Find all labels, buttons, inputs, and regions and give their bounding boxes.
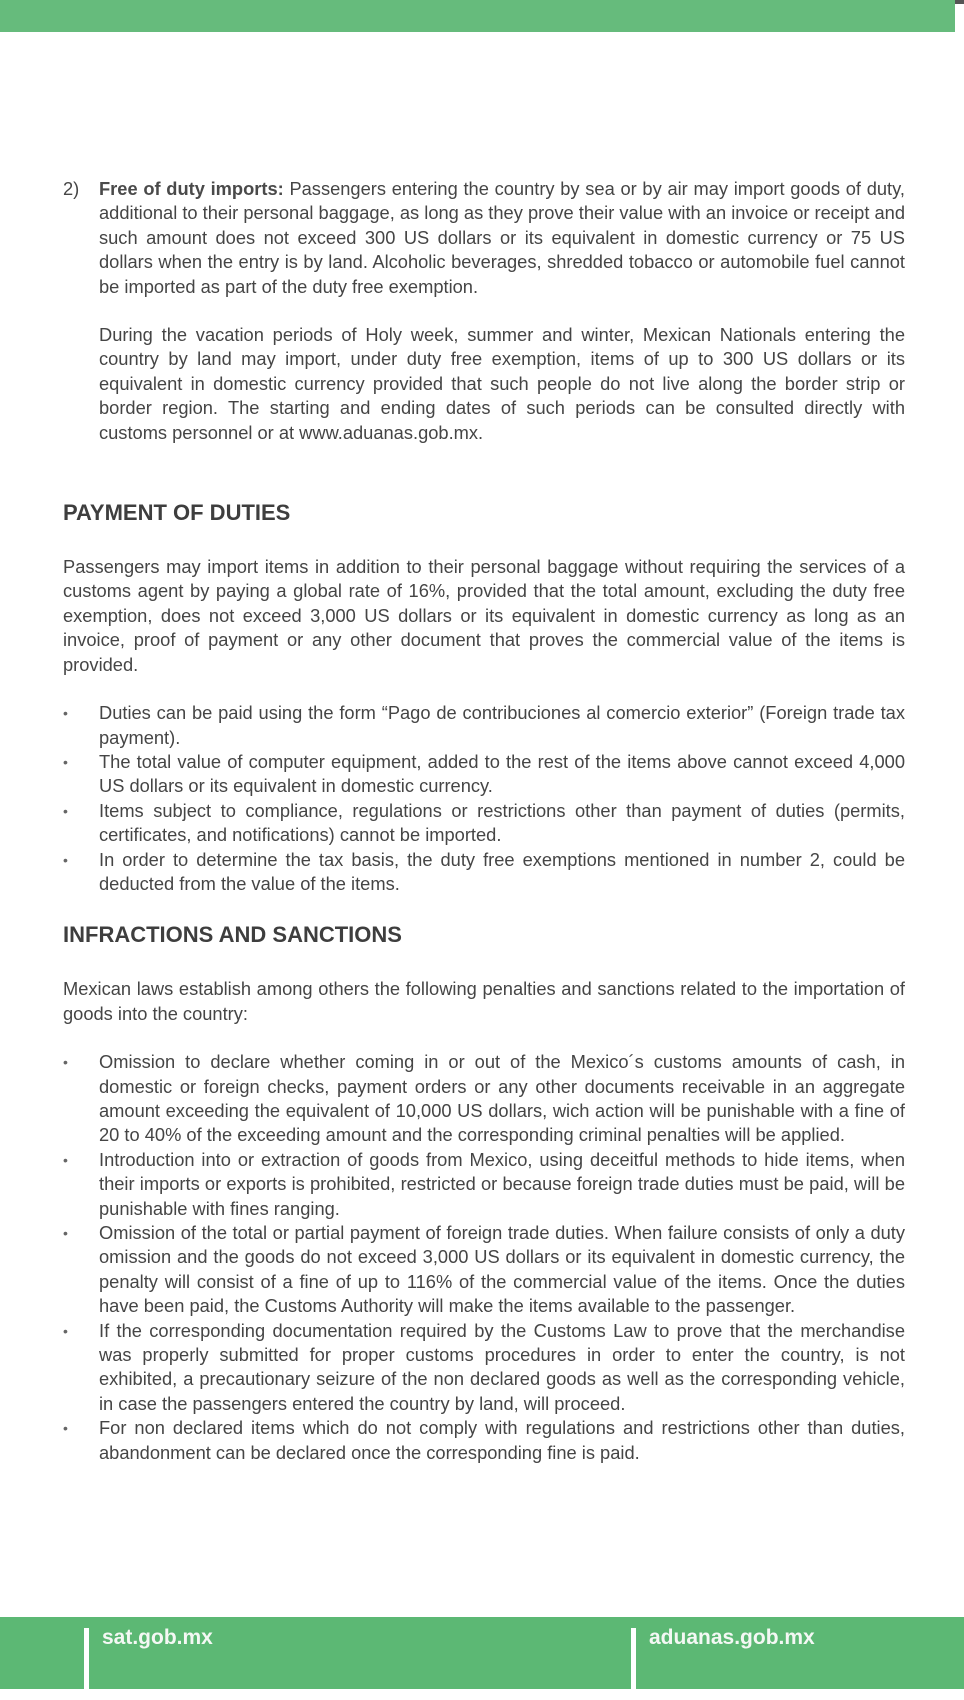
list-item: [63, 1319, 905, 1417]
footer-green-bar: [0, 1617, 964, 1689]
bullet-icon: •: [63, 802, 68, 819]
list-item: [63, 750, 905, 799]
footer-divider: [631, 1628, 636, 1689]
item-text: Passengers entering the country by sea or by air may import goods of duty, additional to their personal baggage, as long as they prove their value with an invoice or receipt and such amount does not exceed 300 US dollars or its equivalent in domestic currency or 75 US dollars when the entry is by land. Alcoholic beverages, shredded tobacco or automobile fuel cannot be imported as part of the duty free exemption.: [99, 178, 905, 297]
bullet-icon: •: [63, 753, 68, 770]
infractions-section: [63, 922, 905, 1465]
payment-of-duties-section: [63, 500, 905, 896]
list-item: [63, 848, 905, 897]
header-green-bar: [0, 0, 955, 32]
payment-bullet-list: [63, 701, 905, 896]
list-item-text: Omission to declare whether coming in or out of the Mexico´s customs amounts of cash, in domestic or foreign checks, payment orders or any other documents receivable in an aggregate amount exceeding the equivalent of 10,000 US dollars, wich action will be punishable with a fine of 20 to 40% of the exceeding amount and the corresponding criminal penalties will be applied.: [99, 1051, 905, 1146]
list-item-text: Items subject to compliance, regulations or restrictions other than payment of duties (permits, certificates, and notifications) cannot be imported.: [99, 799, 905, 846]
list-item: [63, 1148, 905, 1221]
list-item: [63, 1050, 905, 1148]
list-item: [63, 1416, 905, 1465]
bullet-icon: •: [63, 1420, 68, 1437]
list-item: [63, 701, 905, 750]
infractions-intro-paragraph: Mexican laws establish among others the following penalties and sanctions related to the importation of goods into the country:: [63, 978, 905, 1024]
duty-free-section: [63, 177, 905, 445]
item-number: 2): [63, 178, 80, 199]
infractions-bullet-list: [63, 1050, 905, 1465]
bullet-icon: •: [63, 1054, 68, 1071]
list-item-text: Duties can be paid using the form “Pago de contribuciones al comercio exterior” (Foreign trade tax payment).: [99, 702, 905, 748]
list-item-text: The total value of computer equipment, added to the rest of the items above cannot exceed 4,000 US dollars or its equivalent in domestic currency.: [99, 750, 905, 797]
list-item-text: Introduction into or extraction of goods from Mexico, using deceitful methods to hide items, when their imports or exports is prohibited, restricted or because foreign trade duties must be paid, will be punishable with fines ranging.: [99, 1148, 905, 1219]
vacation-paragraph: During the vacation periods of Holy week, summer and winter, Mexican Nationals entering the country by land may import, under duty free exemption, items of up to 300 US dollars or its equivalent in domestic currency provided that such people do not live along the border strip or border region. The starting and ending dates of such periods can be consulted directly with customs personnel or at www.aduanas.gob.mx.: [99, 324, 905, 443]
list-item-text: If the corresponding documentation required by the Customs Law to prove that the merchandise was properly submitted for proper customs procedures in order to enter the country, is not exhibited, a precautionary seizure of the non declared goods as well as the corresponding vehicle, in case the passengers entered the country by land, will proceed.: [99, 1319, 905, 1414]
header-corner-mark: [955, 0, 964, 4]
section-heading-infractions: INFRACTIONS AND SANCTIONS: [63, 922, 402, 948]
payment-intro-paragraph: Passengers may import items in addition to their personal baggage without requiring the services of a customs agent by paying a global rate of 16%, provided that the total amount, excluding the duty free exemption, does not exceed 3,000 US dollars or its equivalent in domestic currency as long as an invoice, proof of payment or any other document that proves the commercial value of the items is provided.: [63, 556, 905, 675]
section-heading-payment: PAYMENT OF DUTIES: [63, 500, 291, 526]
bullet-icon: •: [63, 1322, 68, 1339]
list-item: [63, 799, 905, 848]
list-item-text: Omission of the total or partial payment of foreign trade duties. When failure consists of only a duty omission and the goods do not exceed 3,000 US dollars or its equivalent in domestic currency, the penalty will consist of a fine of up to 116% of the commercial value of the items. Once the duties have been paid, the Customs Authority will make the items available to the passenger.: [99, 1222, 905, 1317]
bullet-icon: •: [63, 1225, 68, 1241]
list-item-text: For non declared items which do not comply with regulations and restrictions other than duties, abandonment can be declared once the corresponding fine is paid.: [99, 1417, 905, 1463]
list-item: [63, 1221, 905, 1319]
item-lead-title: Free of duty imports:: [99, 178, 284, 199]
list-item-text: In order to determine the tax basis, the duty free exemptions mentioned in number 2, could be deducted from the value of the items.: [99, 848, 905, 894]
footer-link-label[interactable]: sat.gob.mx: [102, 1626, 213, 1649]
bullet-icon: •: [63, 851, 68, 868]
bullet-icon: •: [63, 1151, 68, 1168]
numbered-item-2: [63, 177, 905, 299]
bullet-icon: •: [63, 705, 68, 722]
footer-divider: [84, 1628, 89, 1689]
document-body: [63, 177, 905, 1465]
footer-link-label[interactable]: aduanas.gob.mx: [649, 1626, 815, 1649]
